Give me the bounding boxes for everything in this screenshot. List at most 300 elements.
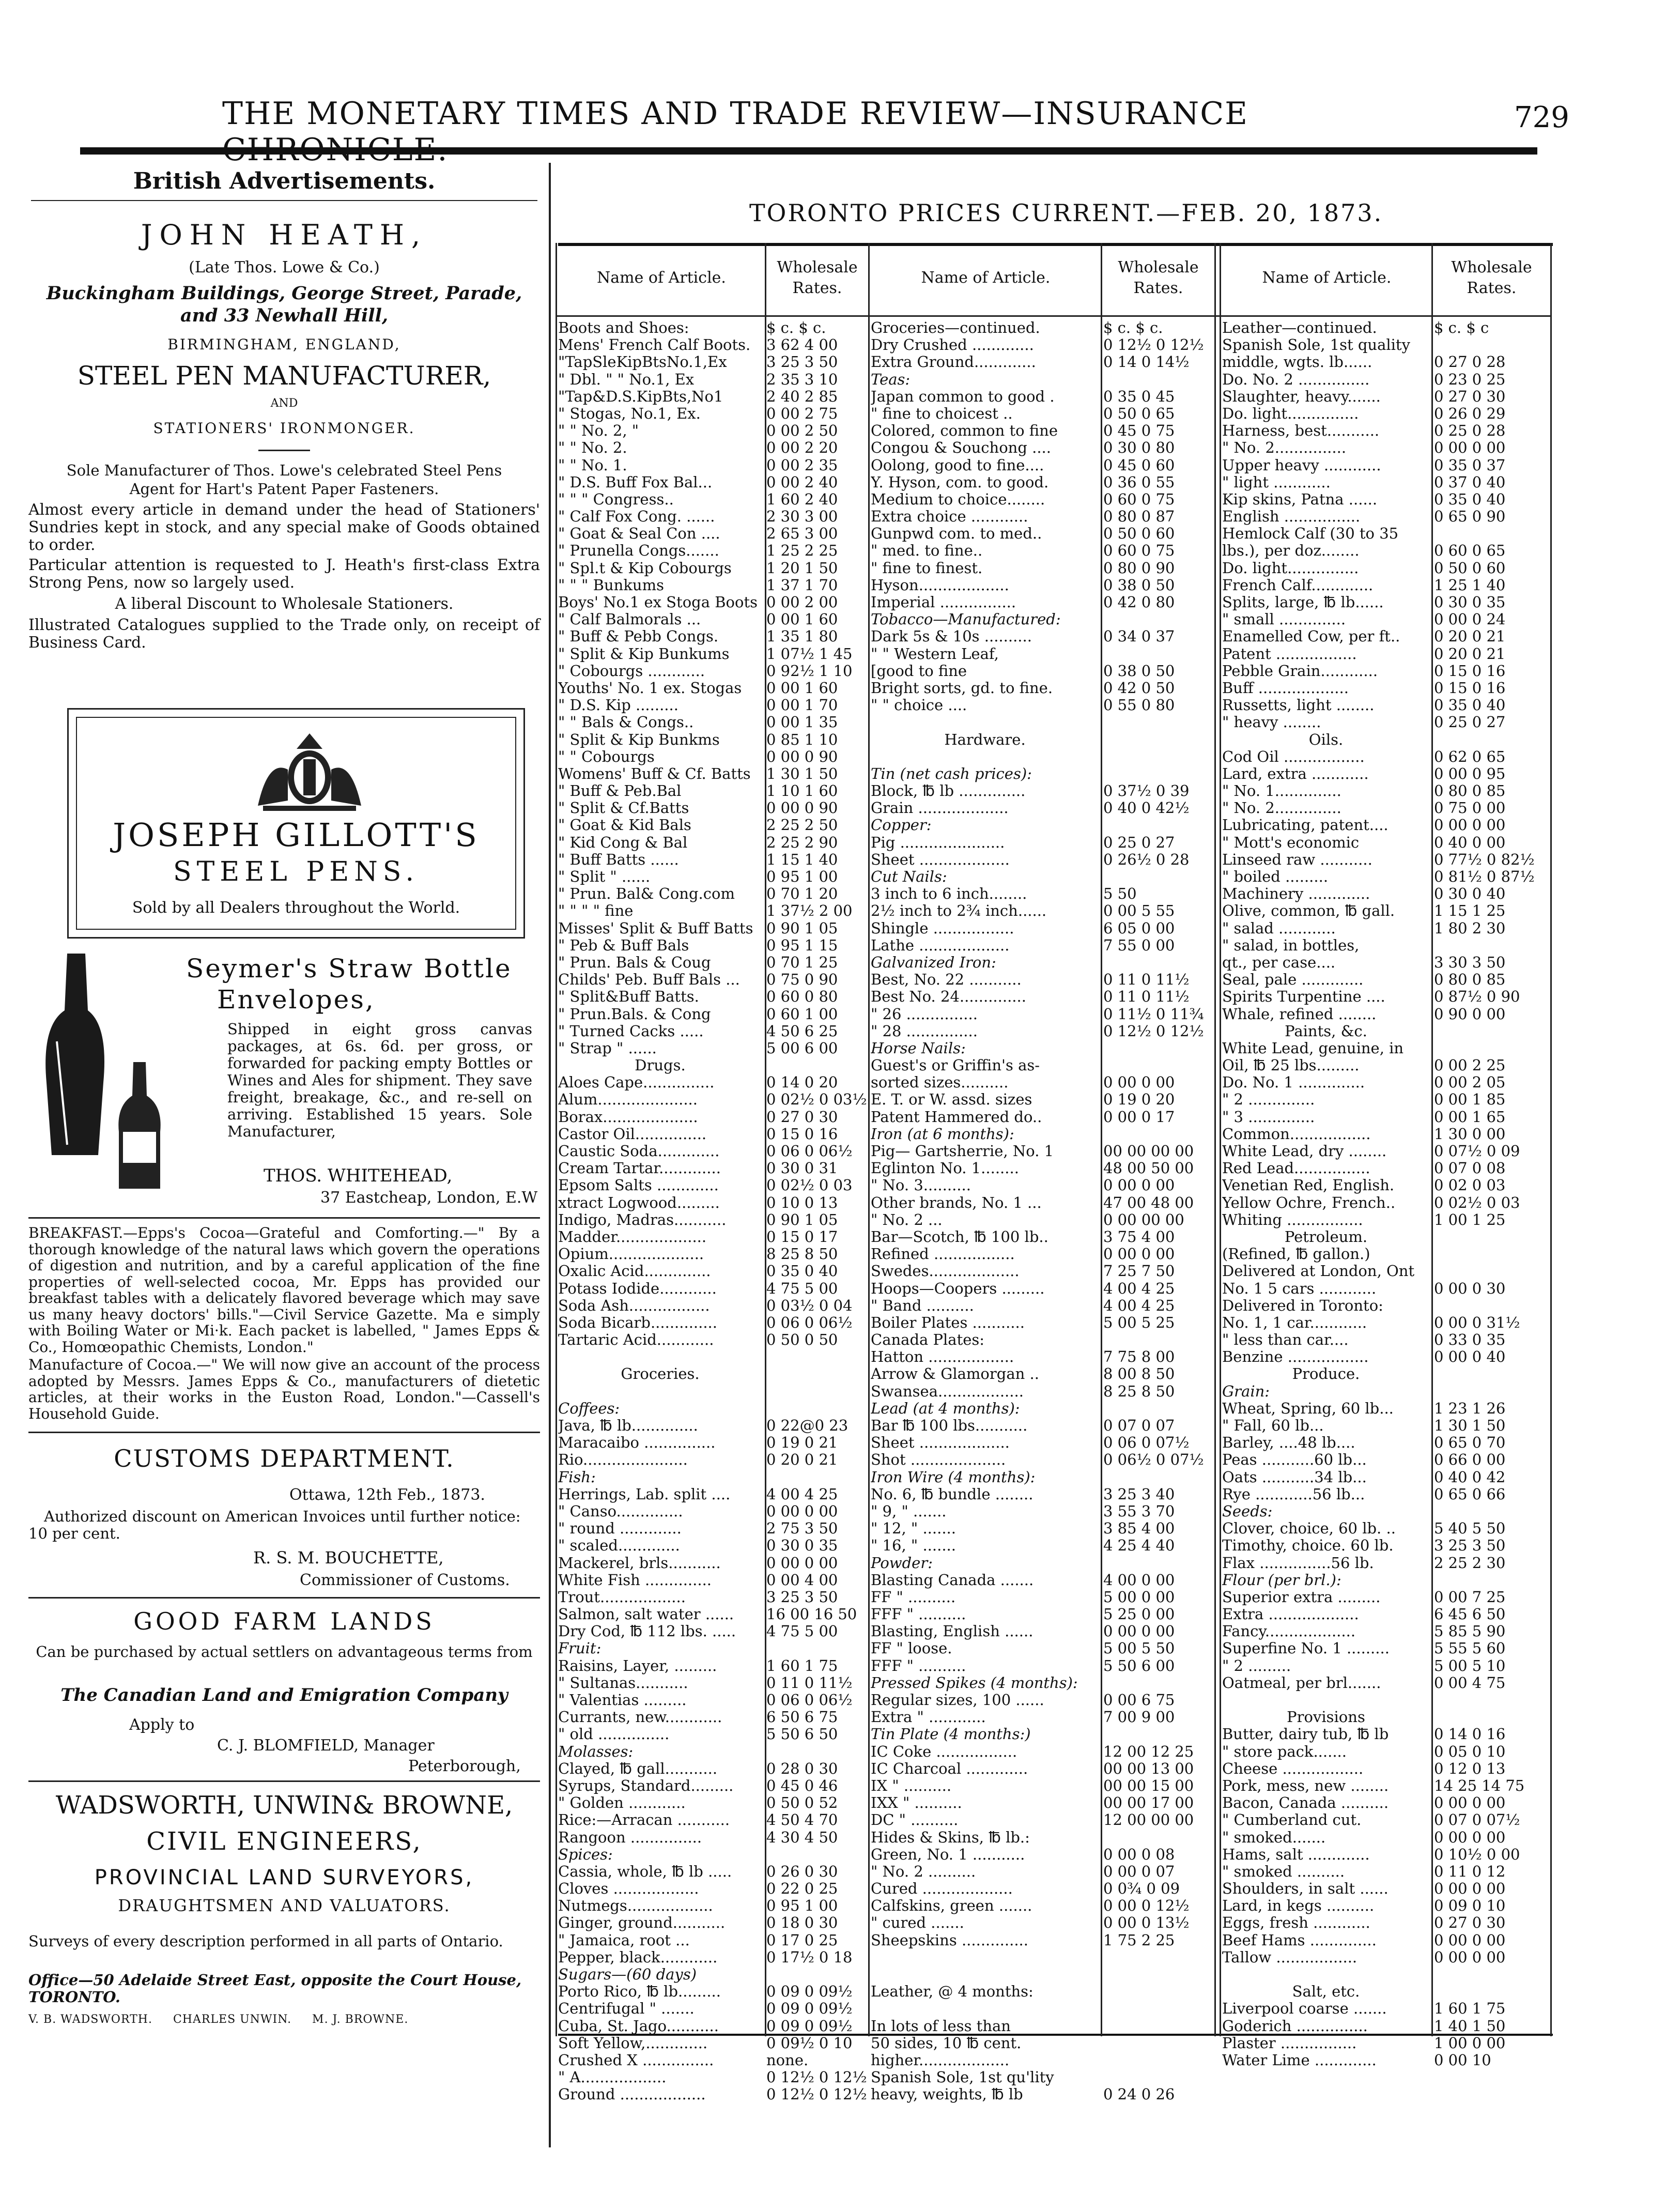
wadsworth-names: V. B. WADSWORTH. CHARLES UNWIN. M. J. BROWNE.: [28, 2013, 409, 2026]
wholesale-rate: 7 25 7 50: [1103, 1262, 1175, 1280]
wholesale-rate: [1430, 1692, 1550, 1709]
article-name: Groceries.: [621, 1365, 700, 1383]
table-row: [871, 1211, 1214, 1228]
article-name: Extra " ............: [871, 1709, 986, 1726]
table-row: [1222, 1314, 1550, 1331]
table-row: [1222, 988, 1550, 1005]
heath-late: (Late Thos. Lowe & Co.): [189, 258, 380, 276]
wholesale-rate: 3 85 4 00: [1103, 1519, 1175, 1538]
article-name: " Kid Cong & Bal: [558, 834, 688, 851]
wholesale-rate: 0 00 0 08: [1103, 1845, 1175, 1863]
article-name: Tin (net cash prices):: [871, 765, 1032, 782]
article-name: Cassia, whole, ℔ lb .....: [558, 1863, 732, 1880]
heath-name: JOHN HEATH,: [141, 219, 428, 251]
article-name: Ginger, ground...........: [558, 1914, 726, 1932]
wholesale-rate: [762, 1400, 870, 1417]
article-name: [good to fine: [871, 662, 967, 680]
wholesale-rate: 3 62 4 00: [766, 336, 838, 354]
article-name: Hyson...................: [871, 576, 1009, 594]
table-row: [871, 1503, 1214, 1520]
wholesale-rate: 3 30 3 50: [1434, 953, 1506, 971]
table-row: [1222, 1983, 1550, 2000]
article-name: FF " ..........: [871, 1588, 956, 1606]
table-row: [871, 611, 1214, 628]
table-row: [1222, 1126, 1550, 1143]
table-row: [1222, 1949, 1550, 1966]
wholesale-rate: 0 87½ 0 90: [1434, 988, 1520, 1006]
table-row: [1222, 1777, 1550, 1794]
table-row: [558, 1400, 870, 1417]
wholesale-rate: 0 00 0 90: [766, 747, 838, 765]
article-name: Petroleum.: [1284, 1228, 1368, 1246]
article-name: " 28 ...............: [871, 1022, 978, 1040]
table-row: [1222, 1365, 1550, 1382]
wholesale-rate: 0 00 0 00: [766, 1502, 838, 1520]
wholesale-rate: [1430, 1365, 1550, 1382]
table-row: [1222, 1726, 1550, 1743]
wholesale-rate: 0 81½ 0 87½: [1434, 868, 1535, 885]
wholesale-rate: 1 37½ 2 00: [766, 902, 853, 920]
heath-address-2: and 33 Newhall Hill,: [180, 305, 389, 326]
table-row: [1222, 1417, 1550, 1434]
table-row: [558, 851, 870, 868]
table-row: [558, 2069, 870, 2086]
wholesale-rate: 0 00 10: [1434, 2051, 1491, 2069]
wholesale-rate: 0 36 0 55: [1103, 473, 1175, 491]
wholesale-rate: [762, 1640, 870, 1657]
wholesale-rate: 0 02 0 03: [1434, 1176, 1506, 1194]
article-name: Shingle .................: [871, 919, 1014, 937]
table-row: [558, 782, 870, 800]
wholesale-rate: 0 80 0 87: [1103, 508, 1175, 526]
wholesale-rate: 00 00 13 00: [1103, 1759, 1194, 1777]
wholesale-rate: 1 30 1 50: [1434, 1417, 1506, 1434]
article-name: " Cumberland cut.: [1222, 1811, 1362, 1829]
col3-name-header: Name of Article.: [1262, 269, 1392, 287]
heath-paragraph-1: Sole Manufacturer of Thos. Lowe's celebrated Steel Pens: [66, 462, 502, 479]
wholesale-rate: 0 66 0 00: [1434, 1451, 1506, 1469]
prices-title: TORONTO PRICES CURRENT.—FEB. 20, 1873.: [749, 199, 1383, 227]
article-name: White Lead, dry ........: [1222, 1143, 1387, 1160]
article-name: Coffees:: [558, 1400, 620, 1417]
table-row: [871, 1331, 1214, 1348]
table-row: [1222, 439, 1550, 456]
wholesale-rate: 0 30 0 80: [1103, 439, 1175, 457]
table-row: [871, 1880, 1214, 1897]
wholesale-rate: 0 15 0 16: [766, 1125, 838, 1143]
wholesale-rate: 4 25 4 40: [1103, 1537, 1175, 1555]
wholesale-rate: 0 11 0 11½: [1103, 971, 1190, 989]
table-row: [871, 542, 1214, 559]
article-name: " " Bals & Congs..: [558, 714, 694, 731]
table-row: [1222, 1091, 1550, 1108]
table-row: [558, 1057, 870, 1074]
wholesale-rate: 1 30 1 50: [766, 764, 838, 782]
article-name: Linseed raw ...........: [1222, 851, 1372, 868]
wholesale-rate: 0 25 0 28: [1434, 422, 1506, 440]
wholesale-rate: [1430, 1297, 1550, 1314]
table-row: [871, 1486, 1214, 1503]
article-name: Teas:: [871, 371, 911, 388]
article-name: White Fish ..............: [558, 1571, 712, 1589]
wholesale-rate: 2 40 2 85: [766, 387, 838, 405]
table-row: [558, 2018, 870, 2035]
article-name: Wheat, Spring, 60 lb...: [1222, 1400, 1394, 1417]
table-row: [871, 474, 1214, 491]
table-row: [1222, 319, 1550, 336]
article-name: Enamelled Cow, per ft..: [1222, 628, 1400, 646]
wholesale-rate: [1099, 1331, 1214, 1348]
table-row: [871, 388, 1214, 405]
table-row: [558, 1331, 870, 1348]
wholesale-rate: [762, 1348, 870, 1365]
table-row: [1222, 354, 1550, 371]
price-column-1: [558, 319, 870, 2103]
wholesale-rate: 0 35 0 40: [1434, 696, 1506, 714]
article-name: Fancy...................: [1222, 1623, 1356, 1640]
wholesale-rate: 0 17½ 0 18: [766, 1948, 853, 1966]
table-row: [558, 1743, 870, 1760]
article-name: Provisions: [1287, 1709, 1365, 1726]
table-row: [558, 508, 870, 525]
article-name: Buff ...................: [1222, 679, 1349, 697]
table-row: [558, 1211, 870, 1228]
table-row: [1222, 1228, 1550, 1246]
table-row: [1222, 577, 1550, 594]
wholesale-rate: 0 09 0 09½: [766, 1983, 853, 2001]
article-name: E. T. or W. assd. sizes: [871, 1091, 1032, 1109]
article-name: Congou & Souchong ....: [871, 439, 1051, 457]
wholesale-rate: 0 09 0 09½: [766, 2017, 853, 2035]
col1-name-header: Name of Article.: [597, 269, 726, 287]
table-row: [871, 1675, 1214, 1692]
wholesale-rate: 0 12 0 13: [1434, 1759, 1506, 1777]
table-row: [1222, 1675, 1550, 1692]
wholesale-rate: 0 37½ 0 39: [1103, 782, 1190, 800]
wholesale-rate: 12 00 00 00: [1103, 1811, 1194, 1829]
article-name: FFF " ..........: [871, 1657, 966, 1675]
wholesale-rate: [1430, 525, 1550, 542]
table-row: [871, 594, 1214, 611]
table-row: [871, 988, 1214, 1005]
wholesale-rate: 0 00 5 55: [1103, 902, 1175, 920]
table-row: [1222, 971, 1550, 988]
table-row: [1222, 1966, 1550, 1983]
article-name: In lots of less than: [871, 2017, 1011, 2035]
table-row: [871, 2018, 1214, 2035]
heath-address-1: Buckingham Buildings, George Street, Parade,: [46, 283, 522, 304]
wholesale-rate: 0 06 0 06½: [766, 1142, 853, 1160]
article-name: Powder:: [871, 1554, 933, 1572]
article-name: Hides & Skins, ℔ lb.:: [871, 1829, 1030, 1846]
article-name: " cured .......: [871, 1914, 964, 1932]
wholesale-rate: 0 80 0 85: [1434, 782, 1506, 800]
table-row: [558, 611, 870, 628]
wholesale-rate: 0 38 0 50: [1103, 576, 1175, 594]
article-name: [1222, 1966, 1430, 1983]
table-row: [558, 1486, 870, 1503]
table-row: [871, 2035, 1214, 2052]
article-name: Pig— Gartsherrie, No. 1: [871, 1143, 1054, 1160]
table-row: [558, 439, 870, 456]
heath-trade: STEEL PEN MANUFACTURER,: [77, 361, 491, 391]
wholesale-rate: 48 00 50 00: [1103, 1159, 1194, 1177]
article-name: " Buff Batts ......: [558, 851, 679, 868]
table-row: [871, 765, 1214, 782]
article-name: No. 1, 1 car............: [1222, 1314, 1367, 1331]
wadsworth-title-3: PROVINCIAL LAND SURVEYORS,: [94, 1866, 474, 1890]
table-row: [871, 2086, 1214, 2103]
col2-rates-header-2: Rates.: [1133, 279, 1183, 297]
table-row: [558, 1914, 870, 1931]
wholesale-rate: none.: [766, 2051, 809, 2069]
article-name: Oils.: [1308, 731, 1344, 748]
article-name: Goderich ...............: [1222, 2017, 1368, 2035]
table-row: [1222, 1572, 1550, 1589]
table-row: [558, 354, 870, 371]
table-top-rule: [558, 243, 1553, 246]
wholesale-rate: 1 30 0 00: [1434, 1125, 1506, 1143]
article-name: " med. to fine..: [871, 542, 983, 560]
table-row: [558, 1863, 870, 1880]
farm-contact: C. J. BLOMFIELD, Manager: [217, 1737, 435, 1755]
wholesale-rate: 5 85 5 90: [1434, 1622, 1506, 1640]
article-name: Eggs, fresh ............: [1222, 1914, 1370, 1932]
table-row: [871, 920, 1214, 937]
table-row: [1222, 1709, 1550, 1726]
wholesale-rate: [1099, 765, 1214, 782]
wholesale-rate: [1099, 371, 1214, 388]
wholesale-rate: 4 00 4 25: [1103, 1279, 1175, 1297]
wholesale-rate: 0 06 0 06½: [766, 1313, 853, 1331]
article-name: [871, 2000, 1099, 2017]
article-name: Bar ℔ 100 lbs...........: [871, 1417, 1028, 1434]
article-name: Benzine .................: [1222, 1348, 1369, 1366]
wholesale-rate: 0 10 0 13: [766, 1193, 838, 1211]
wholesale-rate: 5 50 6 00: [1103, 1656, 1175, 1675]
article-name: Sugars—(60 days): [558, 1966, 697, 1983]
article-name: Groceries—continued.: [871, 319, 1040, 336]
article-name: " Goat & Seal Con ....: [558, 525, 720, 543]
article-name: " No. 2..............: [1222, 800, 1341, 817]
table-row: [558, 920, 870, 937]
table-row: [1222, 1434, 1550, 1451]
article-name: " No. 2 ...: [871, 1211, 943, 1228]
wholesale-rate: 0 02½ 0 03: [1434, 1193, 1520, 1211]
article-name: " smoked ..........: [1222, 1863, 1345, 1880]
wholesale-rate: 3 55 3 70: [1103, 1502, 1175, 1520]
article-name: Mens' French Calf Boots.: [558, 336, 751, 354]
table-row: [871, 1623, 1214, 1640]
masthead-title: THE MONETARY TIMES AND TRADE REVIEW—INSURANCE: [222, 96, 1248, 132]
table-row: [871, 1520, 1214, 1537]
table-row: [1222, 1880, 1550, 1897]
article-name: " Canso..............: [558, 1502, 683, 1520]
table-row: [871, 954, 1214, 971]
table-row: [871, 1829, 1214, 1846]
table-row: [1222, 782, 1550, 800]
wholesale-rate: 4 75 5 00: [766, 1279, 838, 1297]
table-row: [871, 1194, 1214, 1211]
article-name: Dark 5s & 10s ..........: [871, 628, 1032, 646]
article-name: Spices:: [558, 1846, 613, 1863]
article-name: Clayed, ℔ gall...........: [558, 1760, 718, 1777]
wholesale-rate: 2 65 3 00: [766, 525, 838, 543]
heath-paragraph-4: A liberal Discount to Wholesale Stationers.: [115, 595, 454, 613]
article-name: Cod Oil .................: [1222, 748, 1365, 765]
wholesale-rate: [1099, 1726, 1214, 1743]
table-row: [871, 1451, 1214, 1468]
article-name: Barley, ....48 lb....: [1222, 1434, 1355, 1452]
article-name: Hatton ..................: [871, 1348, 1014, 1366]
article-name: Shot ....................: [871, 1451, 1006, 1469]
wholesale-rate: 0 40 0 00: [1434, 833, 1506, 851]
farm-title: GOOD FARM LANDS: [133, 1607, 435, 1635]
wholesale-rate: 0 09 0 10: [1434, 1897, 1506, 1915]
wholesale-rate: 0 26 0 30: [766, 1862, 838, 1880]
wholesale-rate: 0 25 0 27: [1434, 713, 1506, 731]
article-name: Superfine No. 1 .........: [1222, 1640, 1390, 1657]
article-name: " No. 1..............: [1222, 782, 1341, 800]
article-name: Slaughter, heavy.......: [1222, 388, 1381, 405]
table-row: [558, 422, 870, 439]
article-name: " light ............: [1222, 473, 1331, 491]
table-row: [1222, 731, 1550, 748]
table-row: [558, 1811, 870, 1829]
wholesale-rate: 1 37 1 70: [766, 576, 838, 594]
wholesale-rate: [1099, 2035, 1214, 2052]
table-row: [871, 1091, 1214, 1108]
table-row: [1222, 1451, 1550, 1468]
article-name: Olive, common, ℔ gall.: [1222, 902, 1395, 920]
article-name: " Prun.Bals. & Cong: [558, 1005, 711, 1023]
wholesale-rate: 0 14 0 16: [1434, 1725, 1506, 1743]
table-row: [871, 1589, 1214, 1606]
article-name: Boiler Plates ...........: [871, 1314, 1025, 1331]
article-name: Ground ..................: [558, 2086, 706, 2103]
table-row: [558, 1451, 870, 1468]
article-name: " smoked.......: [1222, 1829, 1326, 1846]
wholesale-rate: 6 50 6 75: [766, 1708, 838, 1726]
wholesale-rate: 0 00 4 75: [1434, 1673, 1506, 1692]
table-row: [871, 2000, 1214, 2017]
wholesale-rate: 5 55 5 60: [1434, 1639, 1506, 1657]
table-row: [1222, 628, 1550, 645]
table-row: [871, 1348, 1214, 1365]
table-row: [558, 868, 870, 885]
article-name: Tallow .................: [1222, 1948, 1358, 1966]
wholesale-rate: [762, 1966, 870, 1983]
article-name: Common.................: [1222, 1125, 1371, 1143]
col1-rates-header-1: Wholesale: [777, 258, 858, 276]
article-name: Cream Tartar.............: [558, 1160, 721, 1177]
wholesale-rate: [1099, 1057, 1214, 1074]
table-row: [871, 319, 1214, 336]
wholesale-rate: 0 09 0 09½: [766, 2000, 853, 2018]
wholesale-rate: 1 80 2 30: [1434, 919, 1506, 937]
table-row: [1222, 1623, 1550, 1640]
article-name: Spirits Turpentine ....: [1222, 988, 1385, 1006]
article-name: Lubricating, patent....: [1222, 817, 1389, 834]
wholesale-rate: 0 03½ 0 04: [766, 1296, 853, 1314]
wholesale-rate: 0 35 0 37: [1434, 456, 1506, 474]
wholesale-rate: 5 50 6 50: [766, 1725, 838, 1743]
article-name: " 9, " .......: [871, 1502, 947, 1520]
wholesale-rate: 7 55 0 00: [1103, 936, 1175, 954]
article-name: Blasting, English ......: [871, 1623, 1033, 1640]
table-row: [1222, 1897, 1550, 1914]
article-name: Arrow & Glamorgan ..: [871, 1365, 1039, 1383]
table-row: [558, 1846, 870, 1863]
wholesale-rate: 0 07 0 08: [1434, 1159, 1506, 1177]
wholesale-rate: 0 00 0 13½: [1103, 1914, 1190, 1932]
wholesale-rate: 0 19 0 20: [1103, 1090, 1175, 1109]
article-name: Grain:: [1222, 1382, 1270, 1400]
wholesale-rate: 1 07½ 1 45: [766, 644, 853, 663]
customs-role: Commissioner of Customs.: [300, 1571, 510, 1589]
wholesale-rate: 3 75 4 00: [1103, 1227, 1175, 1246]
article-name: Produce.: [1292, 1365, 1360, 1383]
wholesale-rate: 4 00 0 00: [1103, 1571, 1175, 1589]
wholesale-rate: 0 50 0 50: [766, 1331, 838, 1349]
table-row: [558, 1606, 870, 1623]
wholesale-rate: 0 22 0 25: [766, 1880, 838, 1898]
wholesale-rate: 0 23 0 25: [1434, 370, 1506, 388]
wholesale-rate: 47 00 48 00: [1103, 1193, 1194, 1211]
article-name: "TapSleKipBtsNo.1,Ex: [558, 354, 727, 371]
table-row: [558, 1280, 870, 1297]
wholesale-rate: 7 00 9 00: [1103, 1708, 1175, 1726]
table-row: [871, 1434, 1214, 1451]
article-name: [1222, 1692, 1430, 1709]
wholesale-rate: [1430, 937, 1550, 954]
wholesale-rate: 0 00 0 00: [1434, 439, 1506, 457]
article-name: " 2 ..............: [1222, 1091, 1315, 1109]
wholesale-rate: 0 00 1 70: [766, 696, 838, 714]
table-row: [1222, 765, 1550, 782]
table-row: [1222, 611, 1550, 628]
article-name: " fine to choicest ..: [871, 405, 1013, 422]
wholesale-rate: [1099, 1966, 1214, 1983]
wholesale-rate: [762, 1846, 870, 1863]
article-name: " Dbl. " " No.1, Ex: [558, 371, 695, 388]
article-name: Porto Rico, ℔ lb.........: [558, 1983, 721, 2001]
table-row: [558, 1177, 870, 1194]
wholesale-rate: 0 00 0 24: [1434, 610, 1506, 628]
table-row: [558, 714, 870, 731]
wholesale-rate: 0 00 2 00: [766, 593, 838, 611]
article-name: Currants, new............: [558, 1709, 722, 1726]
article-name: Flour (per brl.):: [1222, 1571, 1341, 1589]
table-row: [558, 731, 870, 748]
article-name: Soda Ash.................: [558, 1297, 710, 1314]
wholesale-rate: 0 42 0 50: [1103, 679, 1175, 697]
table-row: [558, 954, 870, 971]
table-row: [558, 1572, 870, 1589]
article-name: Green, No. 1 ...........: [871, 1846, 1025, 1863]
wholesale-rate: 1 00 0 00: [1434, 2034, 1506, 2052]
article-name: " 16, " .......: [871, 1537, 956, 1555]
table-row: [1222, 405, 1550, 422]
table-row: [558, 902, 870, 919]
article-name: heavy, weights, ℔ lb: [871, 2086, 1023, 2103]
table-row: [871, 1966, 1214, 1983]
article-name: English ................: [1222, 508, 1361, 526]
table-row: [1222, 1520, 1550, 1537]
article-name: Dry Crushed .............: [871, 336, 1034, 354]
wholesale-rate: 2 25 2 50: [766, 816, 838, 834]
article-name: Bright sorts, gd. to fine.: [871, 679, 1053, 697]
